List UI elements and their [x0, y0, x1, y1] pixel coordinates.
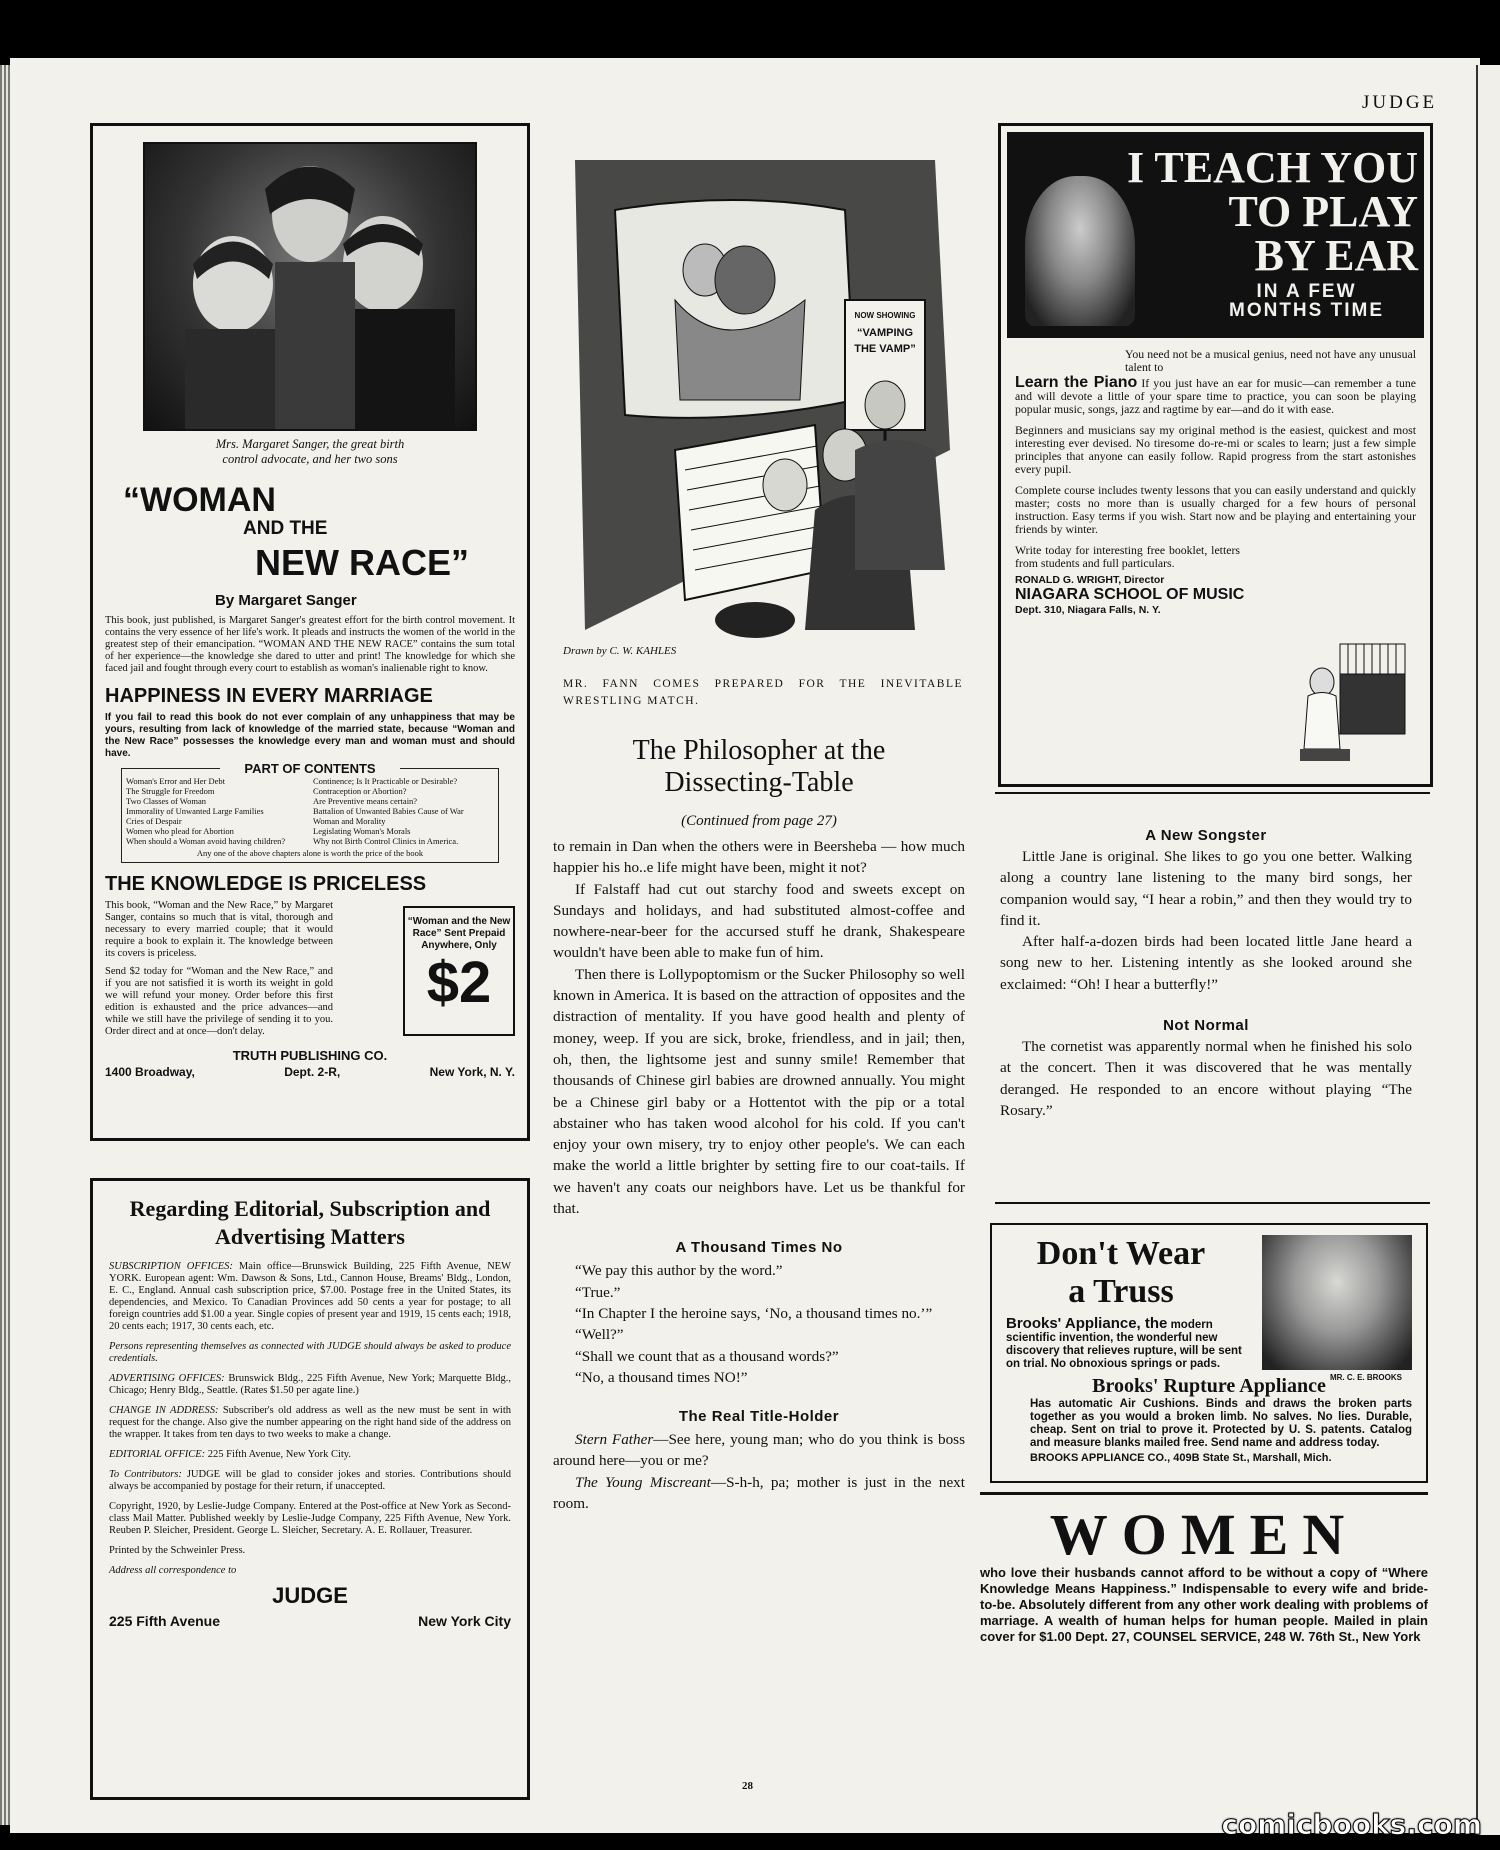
contents-item: Woman's Error and Her Debt	[126, 776, 226, 786]
truss-lead-bold: Brooks' Appliance, the	[1006, 1315, 1168, 1332]
piano-ad-paragraph-2: Beginners and musicians say my original method is the easiest, quickest and most interesting ever devised. No tiresome do-re-mi or scales to learn; just a few simple principles that anyone can easily follow. Rapid progress from the start astonishes every pupil.	[1015, 423, 1416, 476]
speaker-2: The Young Miscreant	[575, 1473, 711, 1491]
brooks-portrait	[1262, 1235, 1412, 1370]
contents-item: Cries of Despair	[126, 816, 182, 826]
knowledge-text-2: Send $2 today for “Woman and the New Race,” and if you are not satisfied it is worth its weight in gold we will refund your money. Order before this first edition is exhausted and the price advances—and while we still have the privilege of sending it to you. Order direct and at once—don't delay.	[105, 966, 333, 1037]
article-title	[553, 735, 965, 799]
address-all-note: Address all correspondence to	[109, 1565, 237, 1576]
not-normal-paragraph: The cornetist was apparently normal when he finished his solo at the concert. Then it was discovered that he was mentally deranged. He responded to an encore without playing “The Rosary.”	[1000, 1038, 1412, 1119]
judge-masthead: JUDGE	[272, 1583, 348, 1608]
contents-item: Battalion of Unwanted Babies Cause of War	[313, 806, 464, 816]
contents-item: When should a Woman avoid having children?	[126, 836, 286, 846]
speech-1: —See here, young man; who do you think is boss around here—you or me?	[553, 1431, 965, 1470]
article-column	[553, 735, 965, 1514]
contents-item: Continence; Is It Practicable or Desirable?	[313, 776, 458, 786]
subheadline-line-1: IN A FEW	[1256, 281, 1357, 302]
page-number: 28	[742, 1780, 753, 1792]
judge-address-city: New York City	[418, 1613, 511, 1629]
divider	[995, 792, 1430, 794]
contents-item: Legislating Woman's Morals	[313, 826, 411, 836]
price-box	[403, 906, 515, 1036]
cartoon-sign-line-1: NOW SHOWING	[854, 311, 916, 320]
contents-item: Contraception or Abortion?	[313, 786, 407, 796]
change-label: CHANGE IN ADDRESS:	[109, 1405, 219, 1416]
contents-item: Why not Birth Control Clinics in America.	[313, 836, 459, 846]
truss-lead-text: modern scientific invention, the wonderful new discovery that relieves rupture, will be sent on trial. No obnoxious springs or pads.	[1006, 1319, 1242, 1370]
knowledge-heading: THE KNOWLEDGE IS PRICELESS	[105, 873, 427, 895]
subscription-label: SUBSCRIPTION OFFICES:	[109, 1261, 233, 1272]
editorial-office	[109, 1449, 511, 1461]
book-title-line-3: NEW RACE”	[255, 542, 469, 583]
title-holder-line-2	[553, 1472, 965, 1515]
change-text: Subscriber's old address as well as the new must be sent in with request for the change. Also give the number appearing on the right hand side of the address on the wrapper. It takes from ten days to two weeks to make a change.	[109, 1405, 512, 1440]
subscription-text: Main office—Brunswick Building, 225 Fifth Avenue, NEW YORK. European agent: Wm. Dawson & Sons, Ltd., Cannon House, Breams' Bldg., London, E. C., England. Annual cash subscription price, $7.00. Postage free in the United States, its dependencies, and Mexico. To Canadian Provinces add 50 cents a year for postage; to all foreign countries add $1.00 a year. Single copies of present year and 1919, 15 cents each; 1918, 20 cents each; 1917, 30 cents each, etc.	[109, 1261, 511, 1332]
contents-item: Women who plead for Abortion	[126, 826, 234, 836]
piano-course-ad	[998, 123, 1433, 787]
instructor-portrait	[1025, 176, 1135, 326]
photo-caption	[105, 437, 515, 467]
title-holder-title: The Real Title-Holder	[678, 1408, 840, 1426]
book-intro: This book, just published, is Margaret Sanger's greatest effort for the birth control movement. It contains the very essence of her life's work. It pleads and instructs the women of the world in the greatest step of their emancipation. “WOMAN AND THE NEW RACE” contains the sum total of her experience—the knowledge she dared to utter and print! The knowledge for which she faced jail and fought through every court to establish as woman's inalienable right to know.	[105, 615, 515, 674]
songster-paragraph-1: Little Jane is original. She likes to go you one better. Walking along a country lane listening to the many bird songs, her companion would say, “I hear a robin,” and then they would try to find it.	[1000, 848, 1412, 929]
contents-title: PART OF CONTENTS	[220, 761, 400, 776]
next-page-edge	[1476, 65, 1500, 1835]
advertising-offices	[109, 1373, 511, 1397]
editorial-title: Regarding Editorial, Subscription and Advertising Matters	[129, 1196, 491, 1249]
price-text	[105, 900, 333, 1038]
contributors-text: JUDGE will be glad to consider jokes and stories. Contributions should always be accompanied by postage for their return, if unaccepted.	[109, 1469, 512, 1492]
address-city: New York, N. Y.	[429, 1065, 515, 1079]
contents-left	[126, 776, 307, 846]
caption-line-1: Mrs. Margaret Sanger, the great birth	[215, 437, 405, 451]
contents-item: Two Classes of Woman	[126, 796, 207, 806]
headline-line-1: I TEACH YOU	[1127, 143, 1418, 192]
cartoon-caption: MR. FANN COMES PREPARED FOR THE INEVITABLE WRESTLING MATCH.	[563, 678, 963, 707]
cartoon-drawing	[555, 150, 965, 640]
watermark: comicbooks.com	[1221, 1808, 1482, 1841]
credentials-note	[109, 1341, 511, 1365]
running-head: JUDGE	[1362, 92, 1438, 113]
learn-the-piano: Learn the Piano	[1015, 374, 1138, 391]
sanger-family-photo	[143, 142, 477, 431]
editorial-office-label: EDITORIAL OFFICE:	[109, 1449, 206, 1460]
judge-address-street: 225 Fifth Avenue	[109, 1613, 220, 1629]
contributors-note	[109, 1469, 511, 1493]
thousand-title: A Thousand Times No	[675, 1239, 843, 1257]
caption-line-2: control advocate, and her two sons	[222, 452, 398, 466]
contributors-label: To Contributors:	[109, 1469, 182, 1480]
piano-player-illustration	[1300, 624, 1410, 774]
book-title-line-2: AND THE	[243, 518, 328, 539]
price-value: $2	[426, 950, 492, 1015]
piano-ad-paragraph-3: Complete course includes twenty lessons that you can easily understand and quickly master; costs no more than is usually charged for a few hours of personal instruction. Easy terms if you wish. Start now and be playing and entertaining your friends by winter.	[1015, 483, 1416, 536]
truss-address: BROOKS APPLIANCE CO., 409B State St., Marshall, Mich.	[1030, 1452, 1332, 1464]
cartoon-sign-line-3: THE VAMP”	[854, 343, 916, 355]
contents-grid	[126, 776, 494, 846]
cartoon-illustration	[555, 150, 965, 640]
piano-ad-lead: You need not be a musical genius, need not have any unusual talent to	[1125, 347, 1416, 374]
contents-item: Woman and Morality	[313, 816, 386, 826]
price-section	[105, 900, 515, 1038]
truss-lead	[1006, 1317, 1256, 1371]
dialogue-line: “Shall we count that as a thousand words?”	[575, 1347, 839, 1365]
copyright-notice: Copyright, 1920, by Leslie-Judge Company. Entered at the Post-office at New York as Second-class Mail Matter. Published weekly by Leslie-Judge Company, 225 Fifth Avenue, New York. Reuben P. Sleicher, President. George L. Sleicher, Secretary. A. E. Rollauer, Treasurer.	[109, 1501, 511, 1536]
dialogue-line: “We pay this author by the word.”	[575, 1262, 783, 1280]
printer-note: Printed by the Schweinler Press.	[109, 1545, 246, 1556]
article-paragraph: to remain in Dan when the others were in Beersheba — how much happier his ho..e life might have been, might it not?	[553, 838, 965, 877]
not-normal-title: Not Normal	[1163, 1017, 1249, 1035]
humor-column	[1000, 815, 1412, 1121]
sanger-book-ad	[90, 123, 530, 1141]
headline-line-3: BY EAR	[1254, 231, 1418, 280]
address-street: 1400 Broadway,	[105, 1065, 195, 1079]
truss-body: Has automatic Air Cushions. Binds and draws the broken parts together as you would a broken limb. No salves. No lies. Durable, cheap. Sent on trial to prove it. Protected by U. S. patents. Catalog and measure blanks mailed free. Send name and address today.	[1030, 1398, 1412, 1449]
piano-ad-headline	[1127, 143, 1418, 280]
truss-ad	[990, 1223, 1428, 1483]
dialogue-line: “Well?”	[575, 1326, 624, 1344]
title-holder-line-1	[553, 1429, 965, 1472]
publisher-name: TRUTH PUBLISHING CO.	[232, 1048, 388, 1063]
piano-ad-p1-text: If you just have an ear for music—can remember a tune and will devote a little of your spare time to practice, you can soon be playing popular music, songs, jazz and ragtime by ear—and do it with ease.	[1015, 376, 1416, 416]
contents-right	[313, 776, 494, 846]
editorial-box	[90, 1178, 530, 1800]
dialogue-line: “True.”	[575, 1283, 621, 1301]
contents-note: Any one of the above chapters alone is worth the price of the book	[196, 848, 424, 858]
truss-headline-line-2: a Truss	[1068, 1273, 1174, 1310]
speech-2: —S-h-h, pa; mother is just in the next room.	[553, 1473, 965, 1513]
book-byline: By Margaret Sanger	[215, 592, 357, 609]
contents-box	[121, 761, 499, 863]
change-of-address	[109, 1405, 511, 1441]
cartoon-sign-line-2: “VAMPING	[856, 327, 914, 339]
truss-headline	[1006, 1235, 1236, 1311]
piano-ad-header	[1007, 132, 1424, 338]
happiness-text: If you fail to read this book do not ever complain of any unhappiness that may be yours, resulting from lack of knowledge of the married state, because “Woman and the New Race” possesses the knowledge every man and woman must and should have.	[105, 712, 515, 759]
article-title-line-2: Dissecting-Table	[664, 767, 854, 798]
truss-headline-line-1: Don't Wear	[1036, 1235, 1206, 1272]
article-continued: (Continued from page 27)	[681, 813, 837, 829]
speaker-1: Stern Father	[575, 1431, 654, 1449]
divider	[995, 1202, 1430, 1204]
brooks-portrait-caption: MR. C. E. BROOKS	[1329, 1373, 1402, 1382]
women-ad-text: who love their husbands cannot afford to be without a copy of “Where Knowledge Means Happiness.” Indispensable to every wife and bride-to-be. Absolutely different from any other work dealing with problems of marriage. A wealth of human helps for human people. Mailed in plain cover for $1.00 Dept. 27, COUNSEL SERVICE, 248 W. 76th St., New York	[980, 1565, 1428, 1644]
school-name: NIAGARA SCHOOL OF MUSIC	[1015, 586, 1245, 603]
advertising-label: ADVERTISING OFFICES:	[109, 1373, 225, 1384]
address-dept: Dept. 2-R,	[284, 1065, 341, 1079]
judge-address	[109, 1613, 511, 1629]
contents-item: Immorality of Unwanted Large Families	[126, 806, 264, 816]
article-paragraph: Then there is Lollypoptomism or the Sucker Philosophy so well known in America. It is based on the attraction of opposites and the distraction of mentality. If you have good health and plenty of money, weep. If you are sick, broke, friendless, and in jail; then, oh, then, the lightsome jest and sunny smile! Remember that thousands of Chinese girl babies are drowned annually. You might be a Chinese girl baby or a Hottentot with the pip or a total abstainer who has taken wood alcohol for his cold. If you can't enjoy your own misery, try to enjoy other people's. We can each make the world a little brighter by setting fire to our coat-tails. If we haven't any coats our neighbors have. Let us be thankful for that.	[553, 965, 965, 1218]
piano-ad-body	[1001, 344, 1430, 616]
subheadline-line-2: MONTHS TIME	[1229, 300, 1384, 321]
subscription-offices	[109, 1261, 511, 1333]
piano-ad-subheadline	[1229, 282, 1384, 320]
article-paragraph: If Falstaff had cut out starchy food and sweets except on Sundays and holidays, and had substituted almost-coffee and nowhere-near-beer for the accursed stuff he drank, Shakespeare wouldn't have been able to make fun of him.	[553, 880, 965, 962]
songster-title: A New Songster	[1145, 827, 1267, 844]
headline-line-2: TO PLAY	[1228, 187, 1418, 236]
women-ad	[980, 1502, 1428, 1645]
dialogue-line: “In Chapter I the heroine says, ‘No, a thousand times no.’”	[575, 1304, 933, 1322]
price-box-text: “Woman and the New Race” Sent Prepaid Anywhere, Only	[407, 916, 511, 951]
divider	[980, 1492, 1428, 1495]
knowledge-text-1: This book, “Woman and the New Race,” by Margaret Sanger, contains so much that is vital, thorough and necessary to every married couple; that it would require a book to explain it. The knowledge between its covers is priceless.	[105, 900, 333, 959]
truss-subtitle: Brooks' Rupture Appliance	[1092, 1375, 1326, 1397]
photo-figures	[145, 144, 475, 429]
contents-item: Are Preventive means certain?	[313, 796, 418, 806]
cartoon-credit: Drawn by C. W. KAHLES	[563, 645, 677, 657]
publisher-address	[105, 1065, 515, 1079]
editorial-office-text: 225 Fifth Avenue, New York City.	[207, 1449, 351, 1460]
article-title-line-1: The Philosopher at the	[632, 735, 886, 766]
director-name: RONALD G. WRIGHT, Director	[1015, 574, 1165, 586]
piano-ad-paragraph-1	[1015, 376, 1416, 416]
piano-ad-paragraph-4: Write today for interesting free booklet, letters from students and full particulars.	[1015, 543, 1240, 570]
happiness-heading: HAPPINESS IN EVERY MARRIAGE	[105, 685, 433, 707]
advertising-text: Brunswick Bldg., 225 Fifth Avenue, New York; Marquette Bldg., Chicago; Henry Bldg., Seattle. (Rates $1.50 per agate line.)	[109, 1373, 512, 1396]
contents-item: The Struggle for Freedom	[126, 786, 215, 796]
credentials-text: Persons representing themselves as connected with JUDGE should always be asked to produce credentials.	[109, 1341, 511, 1364]
school-address: Dept. 310, Niagara Falls, N. Y.	[1015, 604, 1161, 616]
songster-paragraph-2: After half-a-dozen birds had been located little Jane heard a song new to her. Listening intently as she looked around she exclaimed: “Oh! I hear a butterfly!”	[1000, 933, 1412, 993]
book-title-line-1: “WOMAN	[123, 481, 276, 519]
women-headline: WOMEN	[1049, 1502, 1359, 1567]
dialogue-line: “No, a thousand times NO!”	[575, 1368, 748, 1386]
